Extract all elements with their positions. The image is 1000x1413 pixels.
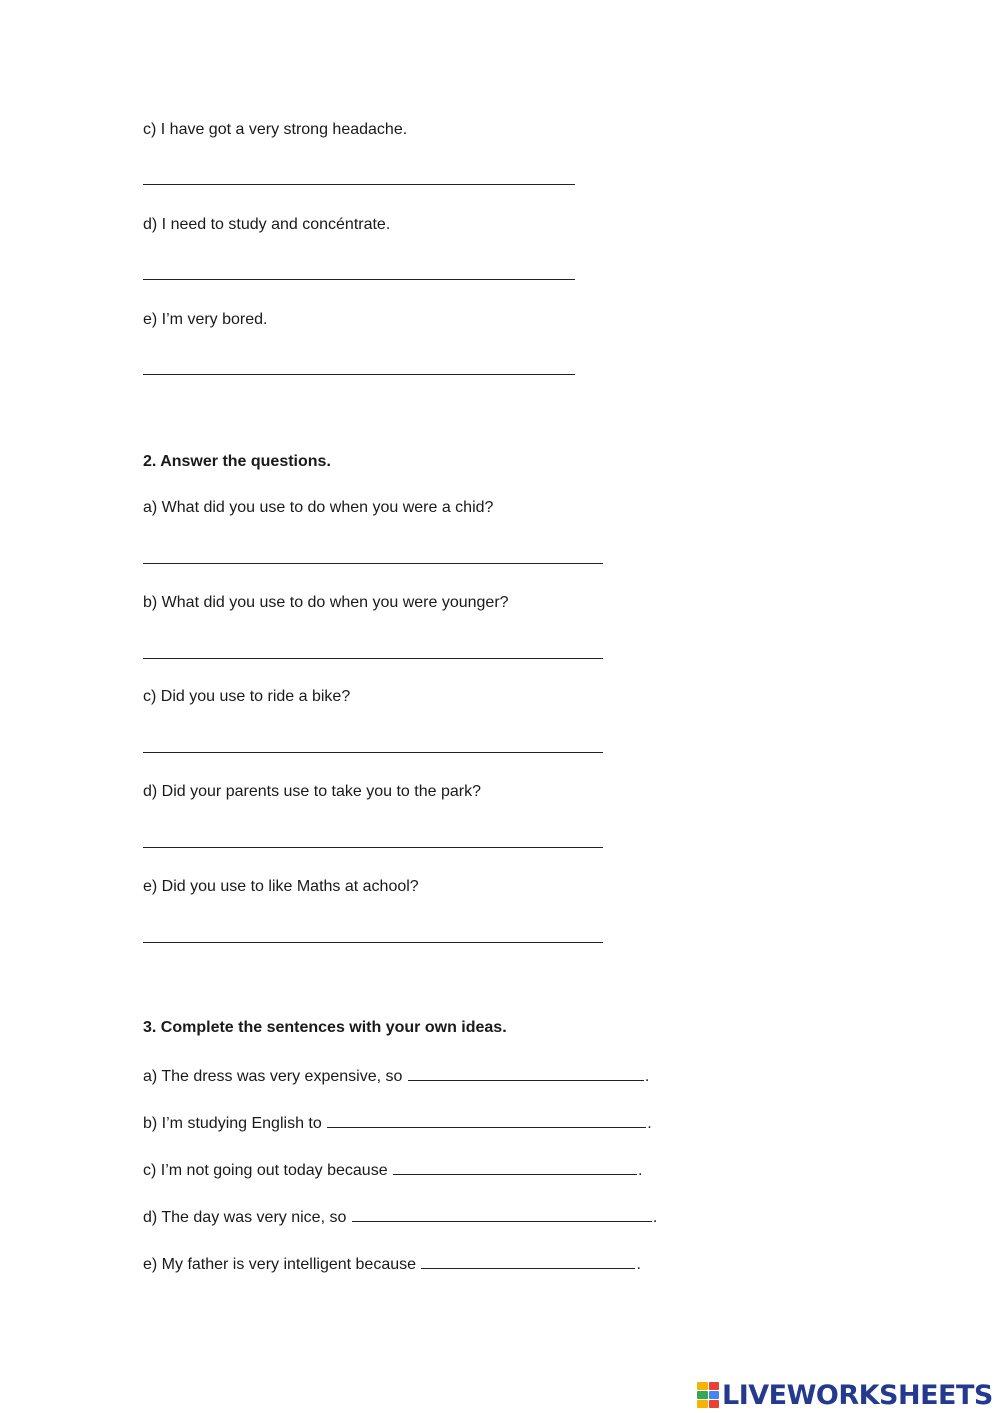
liveworksheets-logo — [697, 1378, 993, 1412]
answer-line-2b[interactable] — [143, 658, 603, 659]
exercise2-item-e: e) Did you use to like Maths at achool? — [143, 878, 419, 895]
fill-blank-3a[interactable] — [408, 1066, 644, 1081]
logo-blocks-icon — [697, 1382, 719, 1408]
fill-blank-3e[interactable] — [421, 1254, 635, 1269]
logo-block — [697, 1382, 708, 1390]
sentence-suffix: . — [652, 1209, 658, 1226]
logo-block — [697, 1391, 708, 1399]
answer-line-2e[interactable] — [143, 942, 603, 943]
logo-block — [697, 1400, 708, 1408]
exercise2-item-d: d) Did your parents use to take you to the park? — [143, 783, 481, 800]
exercise1-item-c: c) I have got a very strong headache. — [143, 121, 408, 138]
logo-text: LIVEWORKSHEETS — [722, 1379, 993, 1411]
sentence-suffix: . — [647, 1115, 652, 1132]
exercise3-item-e — [143, 1254, 641, 1275]
sentence-prefix: d) The day was very nice, so — [143, 1209, 347, 1226]
exercise3-item-c — [143, 1160, 643, 1181]
sentence-prefix: a) The dress was very expensive, so — [143, 1068, 403, 1085]
sentence-suffix: . — [644, 1068, 650, 1085]
answer-line-2a[interactable] — [143, 563, 603, 564]
sentence-suffix: . — [636, 1256, 641, 1273]
exercise2-item-c: c) Did you use to ride a bike? — [143, 688, 351, 705]
answer-line-2c[interactable] — [143, 752, 603, 753]
exercise3-item-a — [143, 1066, 649, 1087]
sentence-prefix: c) I’m not going out today because — [143, 1162, 388, 1179]
answer-line-1e[interactable] — [143, 374, 575, 375]
logo-block — [709, 1400, 720, 1408]
logo-block — [709, 1391, 720, 1399]
exercise2-item-a: a) What did you use to do when you were a chid? — [143, 499, 494, 516]
fill-blank-3c[interactable] — [393, 1160, 637, 1175]
answer-line-2d[interactable] — [143, 847, 603, 848]
exercise3-item-d — [143, 1207, 657, 1228]
answer-line-1d[interactable] — [143, 279, 575, 280]
fill-blank-3b[interactable] — [327, 1113, 646, 1128]
sentence-prefix: b) I’m studying English to — [143, 1115, 322, 1132]
section2-title: 2. Answer the questions. — [143, 453, 331, 470]
exercise2-item-b: b) What did you use to do when you were younger? — [143, 594, 509, 611]
logo-block — [709, 1382, 720, 1390]
exercise3-item-b — [143, 1113, 652, 1134]
exercise1-item-d: d) I need to study and concéntrate. — [143, 216, 391, 233]
answer-line-1c[interactable] — [143, 184, 575, 185]
sentence-prefix: e) My father is very intelligent because — [143, 1256, 417, 1273]
sentence-suffix: . — [638, 1162, 643, 1179]
section3-title: 3. Complete the sentences with your own ideas. — [143, 1019, 507, 1036]
fill-blank-3d[interactable] — [352, 1207, 652, 1222]
exercise1-item-e: e) I’m very bored. — [143, 311, 268, 328]
